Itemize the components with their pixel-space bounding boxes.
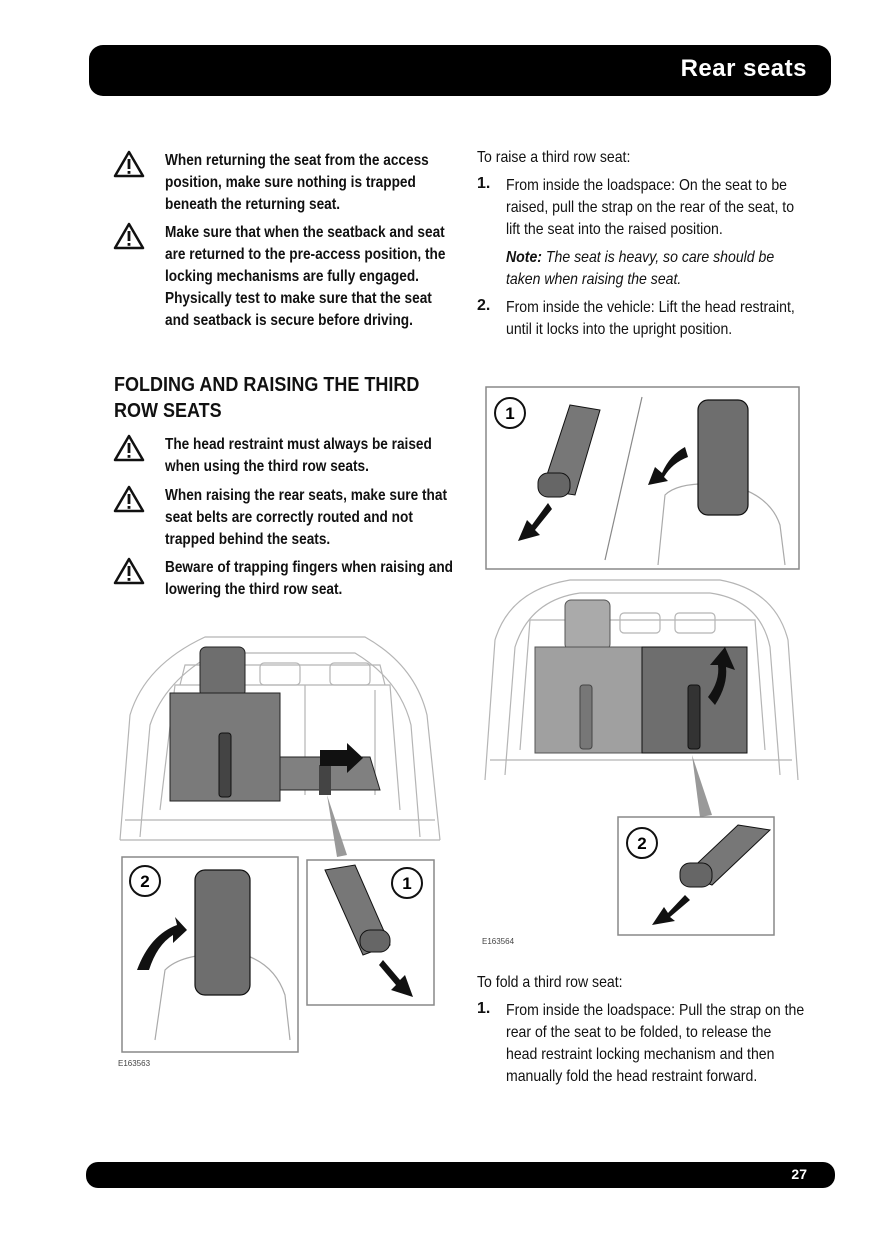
warning-text: Make sure that when the seatback and seat are returned to the pre-access position, the locking mechanisms are fully engaged. Physically test to make sure that the seat and seatback is secure before driving.: [165, 224, 446, 329]
section-heading-line2: ROW SEATS: [114, 400, 222, 422]
warning-triangle-icon: [113, 485, 145, 513]
section-heading-line1: FOLDING AND RAISING THE THIRD: [114, 374, 420, 396]
warning-text: The head restraint must always be raised when using the third row seats.: [165, 436, 432, 475]
fold-intro: To fold a third row seat:: [477, 974, 623, 991]
note-label: Note:: [506, 249, 542, 266]
strap-moving: [688, 685, 700, 749]
figure-fold-seat-illustration: [115, 625, 445, 1070]
warning-triangle-icon: [113, 222, 145, 250]
warning-text: When returning the seat from the access position, make sure nothing is trapped beneath the returning seat.: [165, 152, 429, 213]
section-heading: [114, 372, 429, 424]
callout-pointer: [692, 755, 712, 817]
raise-step2-text: From inside the vehicle: Lift the head restraint, until it locks into the upright position.: [506, 299, 795, 338]
warning-text: When raising the rear seats, make sure that seat belts are correctly routed and not trapped behind the seats.: [165, 487, 447, 548]
figure-id-left: E163563: [118, 1059, 151, 1068]
warning-triangle-icon: [113, 150, 145, 178]
fold-step1-number: 1.: [477, 1000, 491, 1017]
footer-bar: [86, 1162, 835, 1188]
page-title: Rear seats: [680, 55, 807, 82]
fold-step1-text: From inside the loadspace: Pull the strap on the rear of the seat to be folded, to release the head restraint locking mechanism and then manually fold the head restraint forward.: [506, 1002, 805, 1085]
strap-folded: [319, 765, 331, 795]
callout-pointer: [327, 795, 347, 857]
strap-loop: [680, 863, 712, 887]
warning-triangle-icon: [113, 557, 145, 585]
page-number: 27: [791, 1166, 807, 1182]
callout-number-2: 2: [140, 872, 150, 891]
head-restraint: [200, 647, 245, 697]
raise-step1-number: 1.: [477, 175, 491, 192]
strap: [580, 685, 592, 749]
note-text: The seat is heavy, so care should be taken when raising the seat.: [506, 249, 775, 288]
raise-intro: To raise a third row seat:: [477, 149, 631, 166]
strap: [219, 733, 231, 797]
head-restraint: [565, 600, 610, 650]
warning-text: Beware of trapping fingers when raising and lowering the third row seat.: [165, 559, 454, 598]
strap-loop: [538, 473, 570, 497]
callout-number-1: 1: [402, 874, 412, 893]
strap-loop: [360, 930, 390, 952]
figure-id-right: E163564: [482, 937, 515, 946]
head-restraint-closeup: [698, 400, 748, 515]
raise-note: [506, 247, 805, 291]
raise-step2-number: 2.: [477, 297, 491, 314]
raise-step1-text: From inside the loadspace: On the seat to be raised, pull the strap on the rear of the seat, to lift the seat into the raised position.: [506, 177, 795, 238]
figure-raise-seat-illustration: [480, 385, 805, 940]
callout-number-2: 2: [637, 834, 647, 853]
callout-box-1: [486, 387, 799, 569]
callout-number-1: 1: [505, 404, 515, 423]
header-bar: [89, 45, 831, 96]
warning-triangle-icon: [113, 434, 145, 462]
head-restraint-closeup: [195, 870, 250, 995]
